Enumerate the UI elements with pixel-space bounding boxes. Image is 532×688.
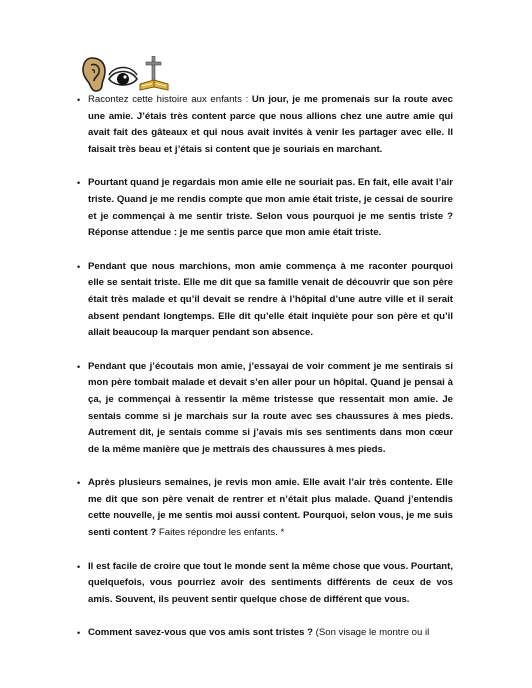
story-text: Après plusieurs semaines, je revis mon amie. Elle avait l’air très contente. Elle me dit que son père venait de rentrer et n’était plus malade. Quand j’entendis cette nouvelle, je me sentis moi aussi content. Pourquoi, selon vous, je me suis senti content ? [88, 477, 453, 539]
story-list [77, 92, 453, 642]
header-icons [82, 56, 172, 92]
list-item [77, 175, 453, 241]
list-item [77, 92, 453, 158]
bullet: • [77, 628, 81, 639]
bible-cross-icon [140, 56, 168, 90]
bullet: • [77, 478, 81, 489]
story-text: Pendant que nous marchions, mon amie commença à me raconter pourquoi elle se sentait triste. Elle me dit que sa famille venait de découvrir que son père était très malade et qu’il devait se rendre à l’hôpital d’une autre ville et il serait absent pendant longtemps. Elle dit qu’elle était inquiète pour son père et qu’il allait beaucoup la marquer pendant son absence. [88, 260, 453, 339]
bullet: • [77, 261, 81, 272]
instruction-text: Racontez cette histoire aux enfants : [88, 94, 252, 105]
story-text: Pendant que j’écoutais mon amie, j’essayai de voir comment je me sentirais si mon père tombait malade et devait s’en aller pour un hôpital. Quand je pensai à ça, je commençai à ressentir la même tristesse que ressentait mon amie. Je sentais comme si je marchais sur la route avec ses chaussures à mes pieds. Autrement dit, je sentais comme si j’avais mis ses sentiments dans mon cœur de la même manière que je mettrais des chaussures à mes pieds. [88, 360, 453, 455]
bullet: • [77, 561, 81, 572]
story-text: Un jour, je me promenais sur la route avec une amie. J’étais très content parce que nous allions chez une autre amie qui avait fait des gâteaux et qui nous avait invités à venir les partager avec elle. Il faisait très beau et j’étais si content que je souriais en marchant. [88, 94, 453, 155]
answer-hint-text: (Son visage le montre ou il [313, 627, 430, 639]
list-item [77, 475, 453, 541]
question-text: Comment savez-vous que vos amis sont tristes ? [88, 627, 313, 639]
bullet: • [77, 178, 81, 189]
story-text: Pourtant quand je regardais mon amie elle ne souriait pas. En fait, elle avait l’air triste. Quand je me rendis compte que mon amie était triste, je cessai de sourire et je commençai à me sentir triste. Selon vous pourquoi je me sentis triste ? Réponse attendue : je me sentis parce que mon amie était triste. [88, 177, 453, 239]
list-item [77, 625, 453, 642]
ear-icon [83, 58, 105, 91]
list-item [77, 259, 453, 342]
list-item [77, 359, 453, 459]
bullet: • [77, 95, 81, 105]
instruction-text: Faites répondre les enfants. * [156, 527, 285, 539]
bullet: • [77, 361, 81, 372]
header-icons-svg [82, 56, 172, 92]
eye-icon [109, 68, 137, 86]
story-text: Il est facile de croire que tout le monde sent la même chose que vous. Pourtant, quelquefois, vous pourriez avoir des sentiments différents de ceux de vos amis. Souvent, ils peuvent sentir quelque chose de différent que vous. [88, 560, 453, 605]
list-item [77, 559, 453, 609]
